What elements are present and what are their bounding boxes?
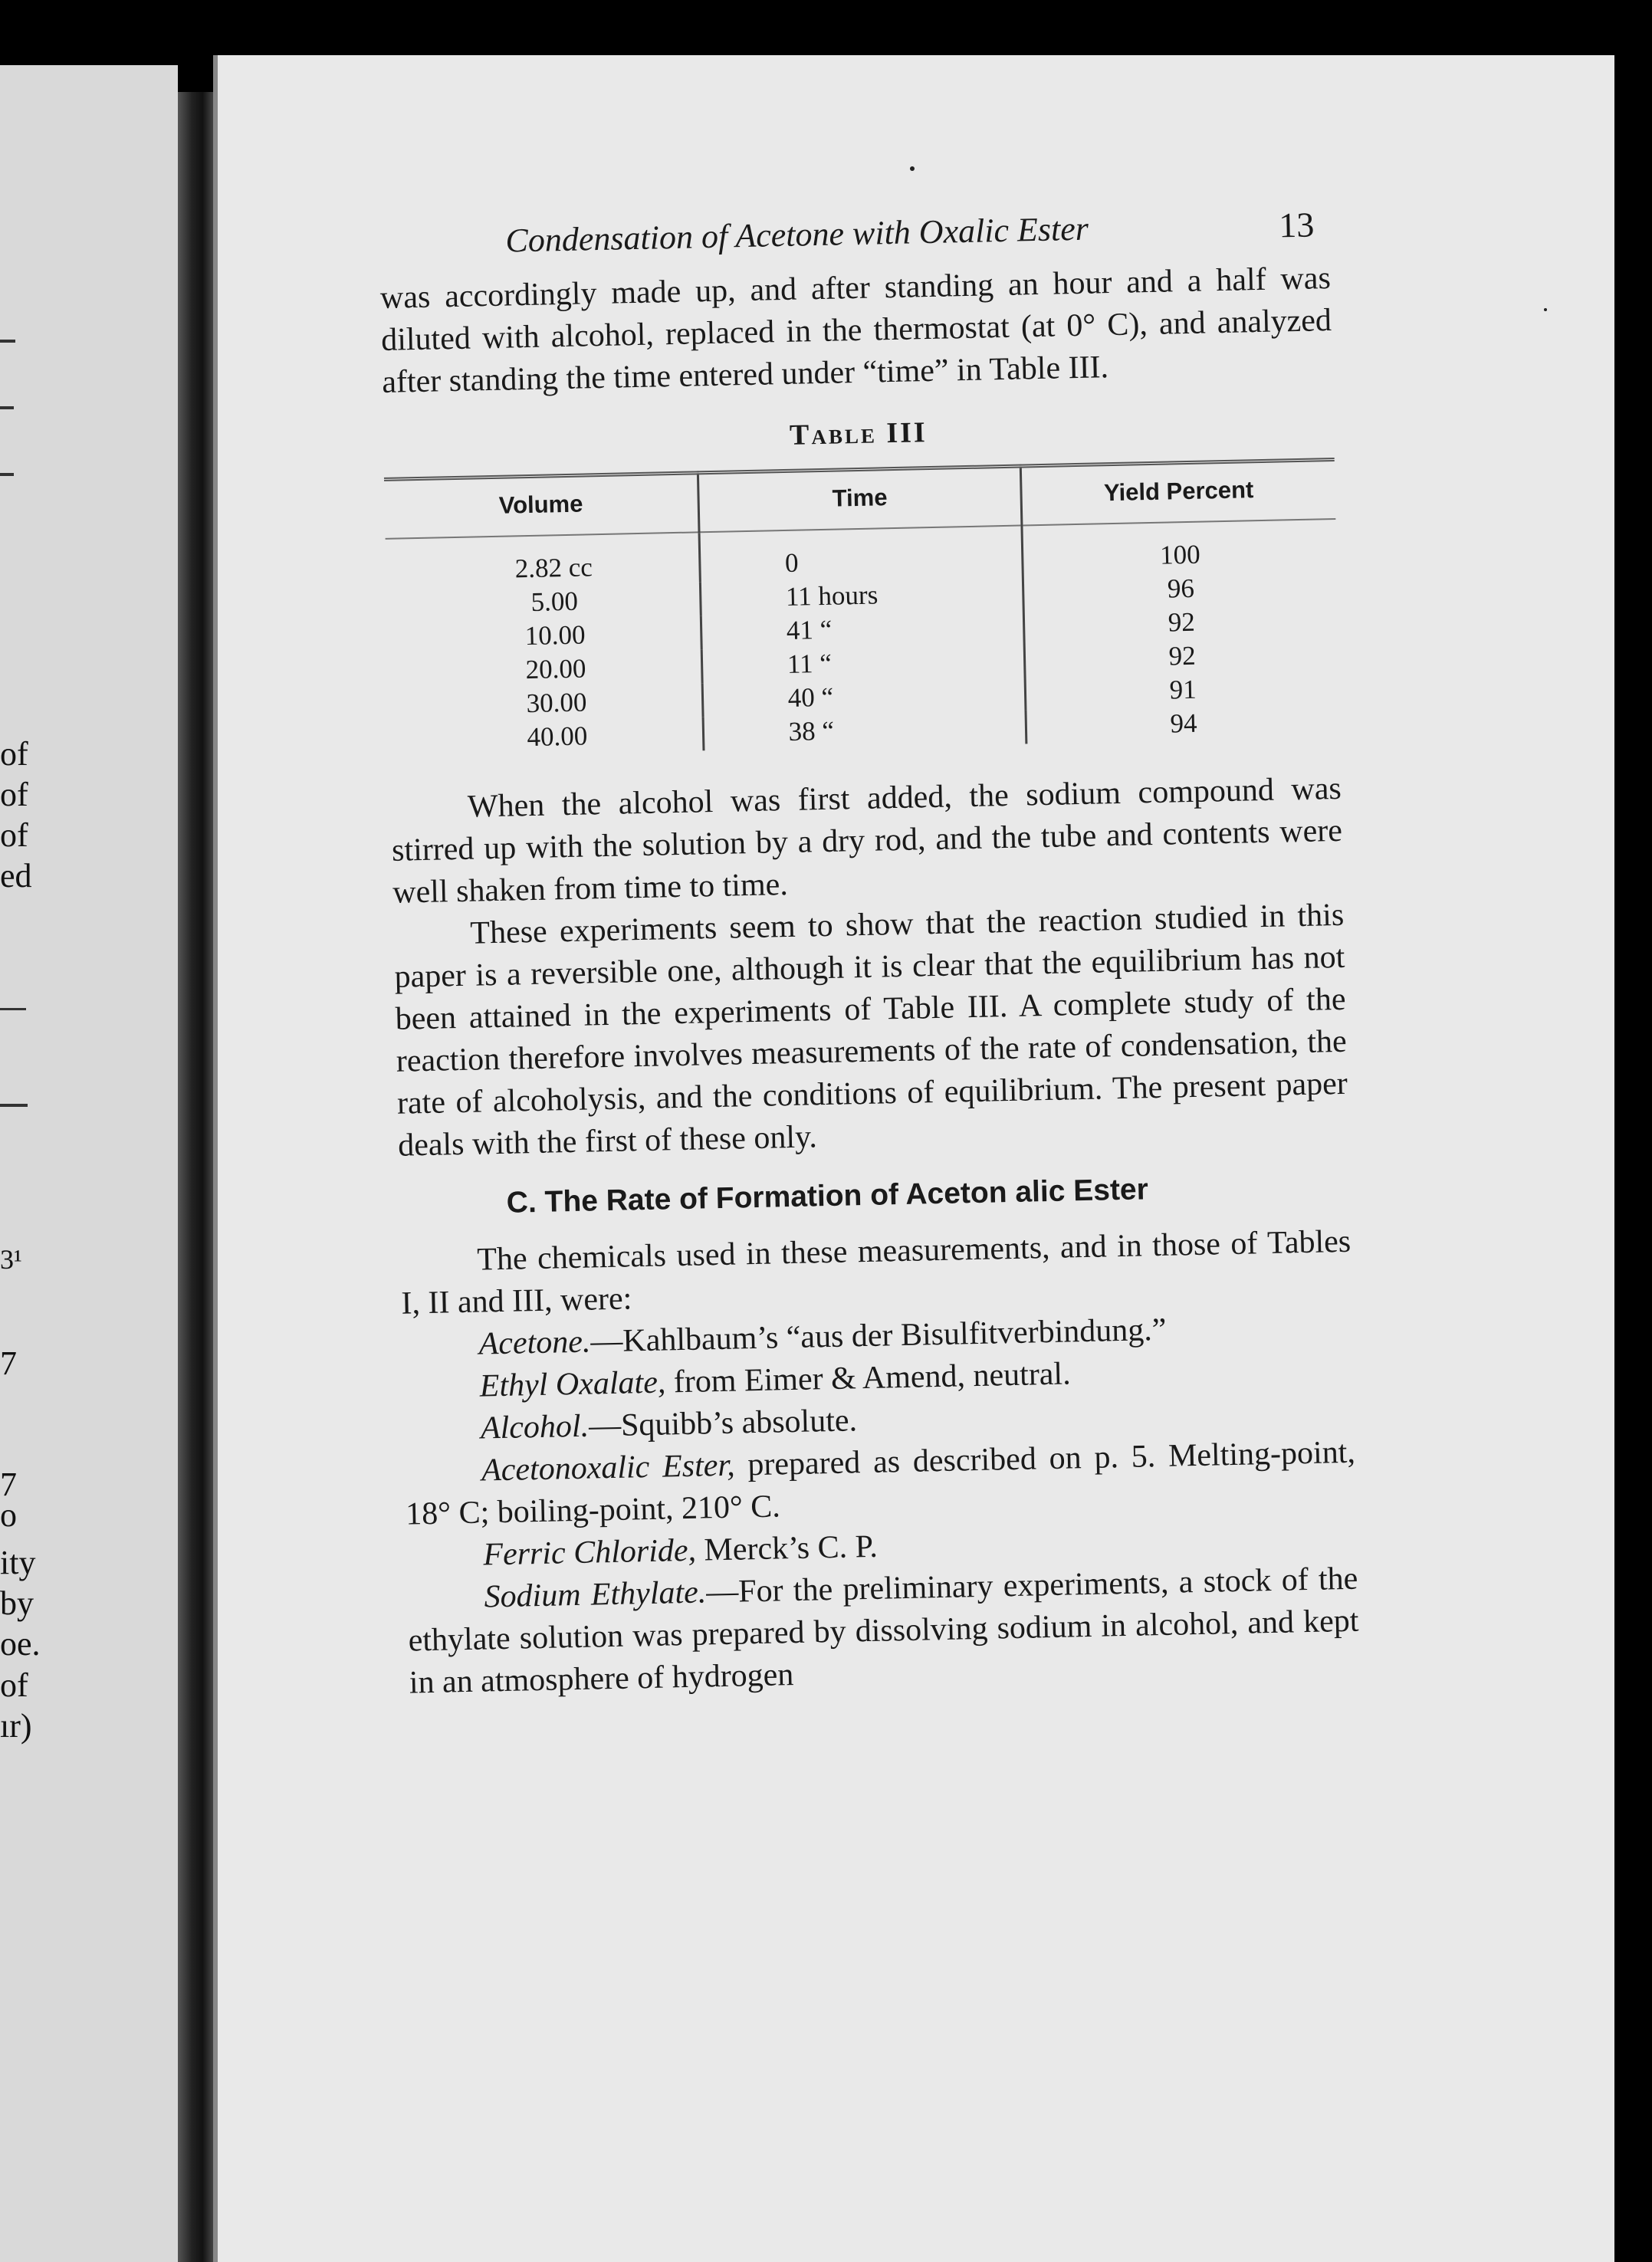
- cell-yield: 92: [1024, 636, 1338, 677]
- chemical-entry: [407, 1558, 1360, 1705]
- chemical-name: Acetonoxalic Ester,: [481, 1447, 736, 1489]
- left-page-fragment: ed: [0, 857, 32, 895]
- cell-yield: 94: [1026, 704, 1340, 744]
- data-table: [384, 458, 1340, 757]
- ink-speck: [910, 166, 915, 171]
- left-facing-page: [0, 65, 178, 2262]
- chemical-name: Sodium Ethylate.: [484, 1574, 707, 1615]
- left-page-fragment: 3¹: [0, 1244, 22, 1275]
- chemical-description: —Squibb’s absolute.: [588, 1403, 858, 1444]
- left-page-fragment: ity: [0, 1544, 36, 1581]
- left-page-fragment: o: [0, 1496, 17, 1534]
- cell-time: 11 “: [701, 642, 1025, 683]
- chemical-description: from Eimer & Amend, neutral.: [665, 1356, 1072, 1400]
- left-page-fragment: of: [0, 776, 28, 813]
- column-header-yield: Yield Percent: [1021, 459, 1336, 525]
- left-page-fragment: of: [0, 735, 28, 773]
- book-page: [213, 55, 1614, 2262]
- chemical-name: Alcohol.: [480, 1408, 590, 1446]
- cell-yield: 92: [1023, 602, 1338, 643]
- left-page-fragment: of: [0, 1666, 28, 1704]
- left-page-fragment: by: [0, 1584, 34, 1622]
- left-page-fragment: 7: [0, 1344, 17, 1382]
- ink-speck: [1544, 308, 1547, 311]
- divider: [0, 1008, 26, 1010]
- page-text-block: [379, 204, 1360, 1705]
- table-title: Table III: [789, 416, 928, 451]
- cell-time: 38 “: [703, 710, 1026, 750]
- divider: [0, 406, 14, 409]
- chemical-description: prepared as described on p. 5. Melting-point, 18° C; boiling-point, 210° C.: [405, 1434, 1356, 1532]
- cell-yield: 100: [1022, 519, 1336, 576]
- chemical-description: Merck’s C. P.: [695, 1528, 879, 1568]
- intro-paragraph: was accordingly made up, and after standing an hour and a half was diluted with alcohol, replaced in the thermostat (at 0° C), and analyzed after standing the time entered under “time” in Table III.: [379, 261, 1332, 400]
- chemical-name: Ferric Chloride,: [482, 1532, 697, 1573]
- cell-yield: 96: [1023, 569, 1338, 609]
- cell-volume: 2.82 cc: [514, 552, 593, 584]
- cell-time: 0: [699, 526, 1023, 583]
- paragraph: These experiments seem to show that the reaction studied in this paper is a reversible one, although it is clear that the equilibrium has not been attained in the experiments of Table III. A complete study of the reaction therefore involves measurements of the rate of condensation, the rate of alcoholysis, and the conditions of equilibrium. The present paper deals with the first of these only.: [394, 897, 1348, 1164]
- left-page-fragment: of: [0, 816, 28, 854]
- paragraph: When the alcohol was first added, the sodium compound was stirred up with the solution by a dry rod, and the tube and contents were well shaken from time to time.: [391, 770, 1343, 911]
- book-gutter: [178, 92, 213, 2262]
- chemical-name: Acetone.: [478, 1324, 591, 1362]
- cell-time: 40 “: [702, 676, 1026, 717]
- cell-yield: 91: [1025, 670, 1339, 711]
- divider: [0, 473, 14, 476]
- running-title: Condensation of Acetone with Oxalic Ester: [504, 209, 1089, 260]
- left-page-fragment: oe.: [0, 1625, 41, 1663]
- cell-time: 11 hours: [700, 575, 1023, 616]
- section-heading: C. The Rate of Formation of Aceton alic Ester: [506, 1173, 1149, 1220]
- cell-volume: 10.00: [524, 619, 586, 652]
- page-number: 13: [1278, 205, 1315, 245]
- left-page-fragment: 7: [0, 1466, 17, 1503]
- divider: [0, 1104, 28, 1107]
- divider: [0, 340, 15, 343]
- paragraph: The chemicals used in these measurements, and in those of Tables I, II and III, were:: [401, 1223, 1351, 1321]
- column-header-volume: Volume: [384, 473, 699, 539]
- cell-volume: 40.00: [527, 721, 588, 753]
- column-header-time: Time: [698, 466, 1022, 532]
- cell-volume: 5.00: [530, 586, 579, 617]
- chemical-name: Ethyl Oxalate,: [479, 1364, 666, 1404]
- chemical-description: —For the preliminary experiments, a stock of the ethylate solution was prepared by dissolving sodium in alcohol, and kept in an atmosphere of hydrogen: [408, 1561, 1359, 1701]
- cell-time: 41 “: [701, 609, 1024, 649]
- left-page-fragment: ır): [0, 1707, 32, 1745]
- cell-volume: 20.00: [525, 653, 586, 685]
- chemical-description: —Kahlbaum’s “aus der Bisulfitverbindung.”: [590, 1312, 1167, 1360]
- cell-volume: 30.00: [526, 687, 587, 719]
